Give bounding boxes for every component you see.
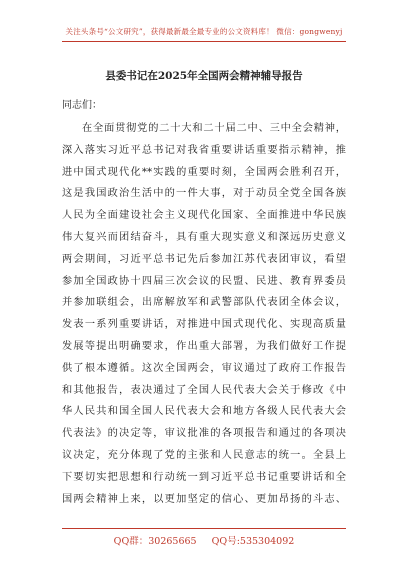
body-line: 两会期间，习近平总书记先后参加江苏代表团审议，看望: [62, 253, 346, 265]
body-line: 参加全国政协十四届三次会议的民盟、民进、教育界委员: [62, 275, 346, 287]
body-line: 议决定，充分体现了党的主张和人民意志的统一。全县上: [62, 449, 346, 461]
body-line: 在全面贯彻党的二十大和二十届二中、三中全会精神，: [82, 123, 346, 134]
footer-qq-number: QQ号:535304092: [211, 536, 295, 547]
body-line: 下要切实把思想和行动统一到习近平总书记重要讲话和全: [62, 471, 346, 483]
body-line: 发表一系列重要讲话，对推进中国式现代化、实现高质量: [62, 319, 346, 331]
header-divider: [62, 41, 346, 42]
body-line: 伟大复兴而团结奋斗，具有重大现实意义和深远历史意义: [62, 231, 346, 243]
footer-qq-group: QQ群：30265665: [113, 536, 197, 547]
footer-divider: [62, 528, 346, 529]
body-line: 这是我国政治生活中的一件大事，对于动员全党全国各族: [62, 188, 346, 200]
body-line: 深入落实习近平总书记对我省重要讲话重要指示精神，推: [62, 144, 346, 156]
body-line: 代表法》的决定等，审议批准的各项报告和通过的各项决: [62, 428, 346, 440]
body-line: 并参加联组会，出席解放军和武警部队代表团全体会议，: [62, 297, 346, 309]
page-footer-contact: [0, 533, 408, 547]
body-line: 华人民共和国全国人民代表大会和地方各级人民代表大会: [62, 406, 346, 418]
body-line: 进中国式现代化**实践的重要时刻，全国两会胜利召开，: [62, 166, 346, 178]
body-line: 供了根本遵循。这次全国两会，审议通过了政府工作报告: [62, 362, 346, 374]
body-line: 发展等提出明确要求，作出重大部署，为我们做好工作提: [62, 340, 346, 352]
page-header-promo: 关注头条号“公文研究”，获得最新最全最专业的公文资料库！ 微信：gongwenyj: [65, 27, 343, 36]
body-line: 和其他报告，表决通过了全国人民代表大会关于修改《中: [62, 384, 346, 396]
body-line: 人民为全面建设社会主义现代化国家、全面推进中华民族: [62, 210, 346, 222]
body-line: 国两会精神上来，以更加坚定的信心、更加昂扬的斗志、: [62, 493, 346, 505]
body-paragraph: [62, 118, 346, 510]
document-title: 县委书记在2025年全国两会精神辅导报告: [105, 70, 303, 82]
salutation: 同志们：: [62, 100, 102, 111]
